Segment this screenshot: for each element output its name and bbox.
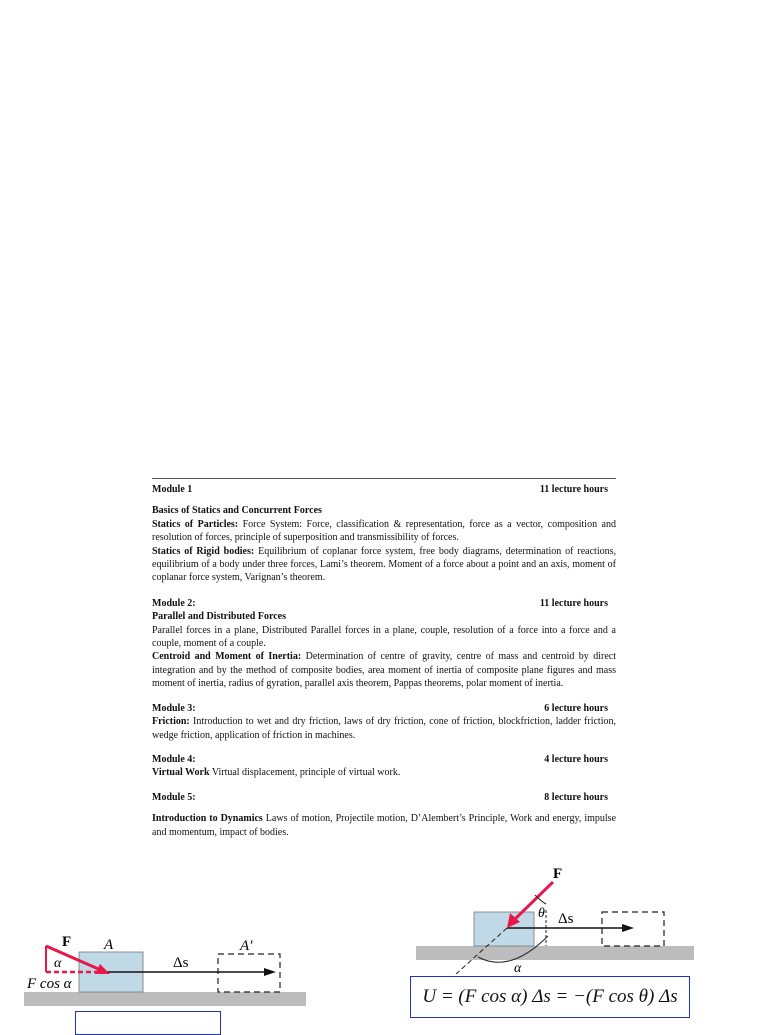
displacement-arrowhead [264, 968, 276, 976]
module-3-para-1 [152, 715, 616, 742]
module-3-title: Module 3: [152, 702, 196, 714]
work-diagram-horizontal [18, 926, 308, 1011]
module-1-hours: 11 lecture hours [539, 484, 608, 495]
displacement-label: Δs [558, 911, 574, 927]
point-a-label: A [104, 937, 114, 953]
ground-strip [24, 992, 306, 1006]
displacement-arrowhead [622, 924, 634, 932]
module-2-para-1: Parallel forces in a plane, Distributed Parallel forces in a plane, couple, resolution of a force into a force and a couple, moment of a couple. [152, 624, 616, 650]
module-3-header [152, 702, 616, 715]
module-4-para-1-heading: Virtual Work [152, 767, 210, 779]
point-a-prime-label: A′ [240, 938, 253, 954]
module-2-para-2-heading: Centroid and Moment of Inertia: [152, 651, 302, 663]
module-5-para-1-heading: Introduction to Dynamics [152, 813, 263, 825]
top-rule [152, 478, 616, 479]
module-2-header [152, 597, 616, 610]
module-5-title: Module 5: [152, 791, 196, 803]
module-5-header [152, 791, 616, 804]
module-5-para-1-text: Laws of motion, Projectile motion, D’Alembert’s Principle, Work and energy, impulse and momentum, impact of bodies. [152, 813, 617, 838]
force-label: F [553, 866, 563, 882]
syllabus [152, 478, 616, 839]
block-ghost [602, 912, 664, 946]
module-4-title: Module 4: [152, 753, 196, 765]
module-5-para-1 [152, 812, 616, 839]
force-label: F [62, 934, 72, 950]
module-2-title: Module 2: [152, 597, 196, 609]
module-2-para-2 [152, 650, 616, 690]
module-1-para-1 [152, 518, 616, 545]
angle-theta-label: θ [538, 906, 545, 921]
ground-strip [416, 946, 694, 960]
module-1-para-2 [152, 545, 616, 585]
module-1-para-1-text: Force System: Force, classification & representation, force as a vector, composition and resolution of forces, principle of superposition and transmissibility of forces. [152, 518, 616, 544]
work-equation: U = (F cos α) Δs = −(F cos θ) Δs [422, 986, 678, 1007]
module-1-para-1-heading: Statics of Particles: [152, 518, 239, 530]
module-3-para-1-heading: Friction: [152, 716, 190, 728]
module-1-para-2-text: Equilibrium of coplanar force system, free body diagrams, determination of reactions, equilibrium of a body under three forces, Lami’s theorem. Moment of a force about a point and an axis, moment of coplanar force system, Varignan’s theorem. [152, 545, 616, 584]
module-1-section: Basics of Statics and Concurrent Forces [152, 505, 322, 517]
empty-equation-box [75, 1011, 221, 1035]
module-4-header [152, 753, 616, 766]
module-4-para-1-text: Virtual displacement, principle of virtual work. [209, 767, 401, 779]
module-1-title: Module 1 [152, 484, 193, 495]
displacement-label: Δs [173, 955, 189, 971]
module-5-hours: 8 lecture hours [544, 791, 608, 803]
module-1-para-2-heading: Statics of Rigid bodies: [152, 545, 255, 557]
module-4-hours: 4 lecture hours [544, 753, 608, 765]
component-label: F cos α [27, 976, 72, 992]
module-3-para-1-text: Introduction to wet and dry friction, laws of dry friction, cone of friction, blockfriction, ladder friction, wedge friction, application of friction in machines. [152, 716, 616, 741]
work-equation-box [410, 976, 690, 1018]
module-2-para-2-text: Determination of centre of gravity, centre of mass and centroid by direct integration and by the method of composite bodies, area moment of inertia of composite plane figures and mass moment of inertia, radius of gyration, parallel axis theorem, Pappas theorems, polar moment of inertia. [152, 651, 616, 690]
angle-alpha-label: α [514, 961, 522, 974]
module-1-header [152, 483, 616, 496]
module-4-para-1 [152, 766, 616, 779]
block [474, 912, 534, 946]
module-3-hours: 6 lecture hours [544, 702, 608, 714]
work-diagram-inclined [410, 862, 700, 974]
module-2-hours: 11 lecture hours [539, 597, 608, 609]
angle-alpha-label: α [54, 956, 62, 971]
module-2-section: Parallel and Distributed Forces [152, 611, 286, 623]
